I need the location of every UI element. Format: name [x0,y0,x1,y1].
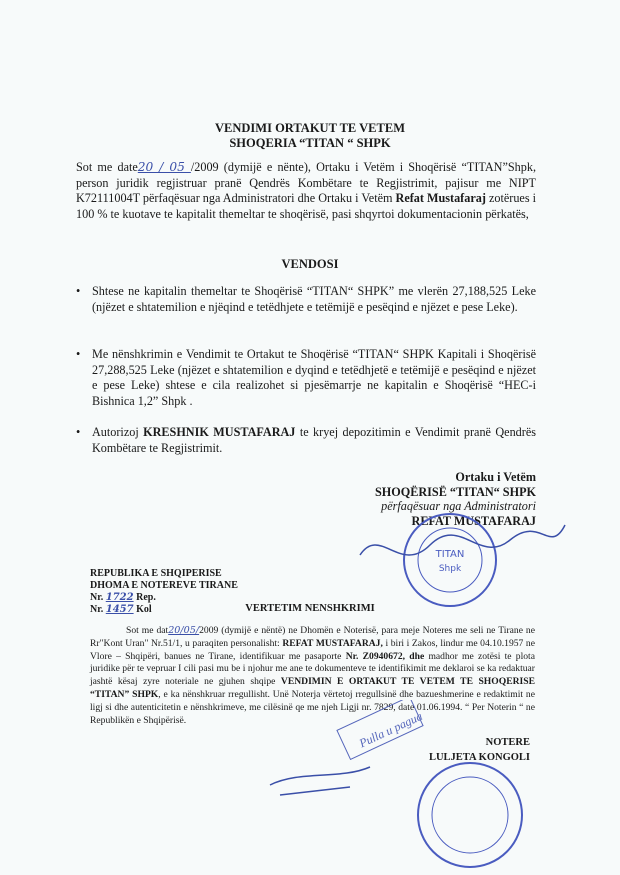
svg-text:TITAN: TITAN [435,549,465,560]
republic-label: REPUBLIKA E SHQIPERISE [90,568,222,579]
decision-item-3 [76,425,536,456]
cert-doc: VENDIMIN E ORTAKUT TE VETEM TE SHOQERISE “TITAN” SHPK [90,676,535,700]
signatory-role: Ortaku i Vetëm [455,470,536,484]
chamber-label: DHOMA E NOTEREVE TIRANE [90,580,238,591]
notary-stamp-and-signature [260,755,540,870]
owner-name: Refat Mustafaraj [395,191,486,206]
signatory-name: REFAT MUSTAFARAJ [411,513,536,528]
kol-label: Nr. [90,604,104,615]
document-title: VENDIMI ORTAKUT TE VETEM [215,121,405,135]
paid-stamp [325,700,435,760]
handwritten-cert-date: 20/05/ [168,625,200,636]
document-subtitle: SHOQERIA “TITAN “ SHPK [229,136,391,150]
decision-item-1: • Shtese ne kapitalin themeltar te Shoqërisë “TITAN“ SHPK” me vlerën 27,188,525 Leke (njëzet e shtatemilion e njëqind e tetëdhjete e tetëmijë e pesëqind e njëzet e pese Leke). [76,284,536,315]
intro-rest: zotërues i 100 % te kuotave te kapitalit themeltar te shoqërisë, pasi shqyrtoi dokumentacionin përkatës, [76,191,536,221]
cert-p3: madhor me zotësi te plota juridike për te vepruar I cili pasi mu be i njohur me ane te dokumenteve te identifikimit me deklaroi se ka redaktuar jashtë kësaj zyre noteriale ne gjuhen shqipe [90,650,535,688]
certification-text [90,625,535,727]
cert-name: REFAT MUSTAFARAJ, [282,637,383,649]
cert-p1: 2009 (dymijë e nëntë) ne Dhomën e Noterisë, para meje Noteres me seli ne Tirane ne Rr"Kont Uran" Nr.51/1, u paraqiten personalisht: [90,625,535,649]
intro-pre: Sot me date [76,160,138,174]
company-stamp-and-signature [350,505,570,615]
certification-heading: VERTETIM NENSHKRIMI [245,603,375,614]
cert-pre: Sot me dat [126,625,169,636]
item3-post: te kryej depozitimin e Vendimit pranë Qendrës Kombëtare te Regjistrimit. [92,425,536,455]
svg-text:Shpk: Shpk [438,564,462,574]
kol-number: 1457 [105,604,134,615]
kol-suffix: Kol [136,604,152,615]
item3-pre: Autorizoj [92,425,144,439]
authorized-name: KRESHNIK MUSTAFARAJ [143,425,296,439]
signatory-represented: përfaqësuar nga Administratori [381,499,536,513]
handwritten-date: 20 / 05 [137,160,191,174]
cert-p4: , e ka nënshkruar rregullisht. Unë Noterja vërtetoj rregullsinë dhe bazueshmerine e redaktimit ne ligj si dhe autenticitetin e nënshkrimeve, me cilësinë qe me njeh Ligji nr. 7829, date 01.06.1994. “ Per Noterin “ ne Republikën e Shqipërisë. [90,688,535,726]
intro-body: /2009 (dymijë e nënte), Ortaku i Vetëm i Shoqërisë “TITAN”Shpk, person juridik regjistruar pranë Qendrës Kombëtare te Regjistrimit, pajisur me NIPT K72111004T përfaqësuar nga Administratori dhe Ortaku i Vetëm [76,160,536,206]
cert-passport: Nr. Z0940672, dhe [345,650,425,662]
notary-title: NOTERE [485,737,530,748]
cert-p2: i biri i Zakos, lindur me 04.10.1957 ne Vlore – Shqipëri, banues ne Tirane, identifikuar me pasaporte [90,637,535,662]
paid-stamp-text: Pulla u pagua [356,708,425,751]
rep-suffix: Rep. [136,592,156,603]
decision-item-2: • Me nënshkrimin e Vendimit te Ortakut te Shoqërisë “TITAN“ SHPK Kapitali i Shoqërisë 27,288,525 Leke (njëzet e shtatemilion e dyqind e tetëdhjetë e tetëmijë e pesëqind e njëzet e pese Leke) shtese e cila realizohet si pjesëmarrje ne kapitalin e Shoqërisë “HEC-i Bishnica 1,2” Shpk . [76,347,536,409]
decision-heading: VENDOSI [281,257,339,271]
signatory-company: SHOQËRISË “TITAN“ SHPK [375,484,536,499]
intro-paragraph [76,160,536,222]
rep-number: 1722 [105,592,134,603]
rep-label: Nr. [90,592,104,603]
notary-name: LULJETA KONGOLI [428,751,530,763]
